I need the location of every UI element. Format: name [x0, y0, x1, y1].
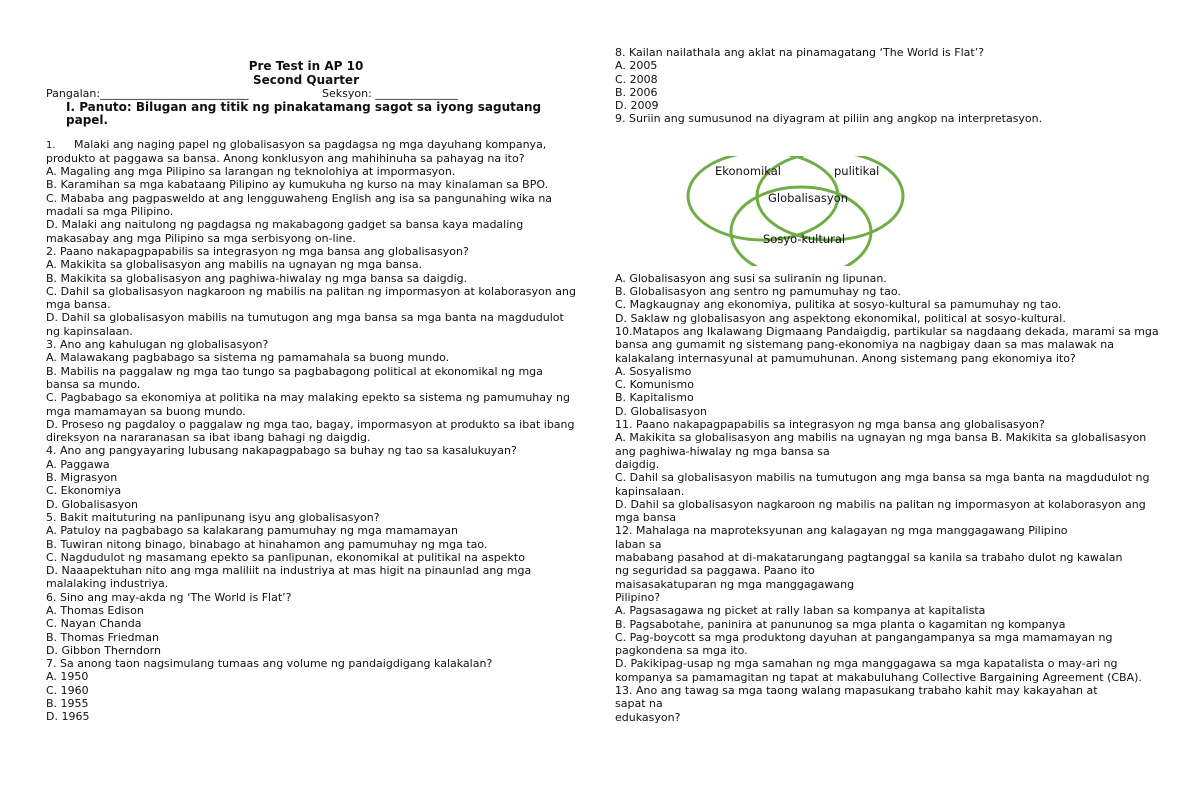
left-column	[46, 60, 578, 724]
option: C. Nayan Chanda	[46, 617, 142, 631]
question-13	[615, 684, 1160, 724]
option: D. Globalisasyon	[615, 404, 708, 418]
venn-circles	[615, 156, 1160, 266]
option: D. Saklaw ng globalisasyon ang aspektong ekonomikal, political at sosyo-kultural.	[615, 311, 1066, 325]
option: B. Karamihan sa mga kabataang Pilipino ay kumukuha ng kurso na may kinalaman sa BPO.	[46, 178, 549, 192]
question-stem-line: 13. Ano ang tawag sa mga taong walang mapasukang trabaho kahit may kakayahan at	[615, 683, 1098, 697]
question-stem-line: 12. Mahalaga na maproteksyunan ang kalagayan ng mga manggagawang Pilipino	[615, 524, 1068, 538]
option: C. Pagbabago sa ekonomiya at politika na may malaking epekto sa sistema ng pamumuhay ng mga mamamayan sa buong mundo.	[46, 391, 570, 418]
option: D. Naaapektuhan nito ang mga maliliit na industriya at mas higit na pinaunlad ang mga malalaking industriya.	[46, 564, 532, 591]
option: C. Nagdudulot ng masamang epekto sa panlipunan, ekonomikal at pulitikal na aspekto	[46, 550, 525, 564]
venn-label-globalisasyon: Globalisasyon	[768, 190, 849, 205]
question-stem-line: ng seguridad sa paggawa. Paano ito	[615, 564, 815, 578]
section-field-label: Seksyon: _______________	[322, 87, 458, 100]
option: C. 2008	[615, 72, 658, 86]
option: D. 1965	[46, 710, 90, 724]
question-stem-line: laban sa	[615, 537, 662, 551]
option: C. 1960	[46, 683, 89, 697]
option: A. Pagsasagawa ng picket at rally laban sa kompanya at kapitalista	[615, 604, 986, 618]
question-stem: Malaki ang naging papel ng globalisasyon sa pagdagsa ng mga dayuhang kompanya, produkto at paggawa sa bansa. Anong konklusyon ang mahihinuha sa pahayag na ito?	[46, 137, 547, 165]
option: C. Dahil sa globalisasyon mabilis na tumutugon ang mga bansa sa mga banta na magdudulot ng kapinsalaan.	[615, 471, 1150, 498]
question-stem: 2. Paano nakapagpapabilis sa integrasyon ng mga bansa ang globalisasyon?	[46, 244, 469, 258]
option: A. Thomas Edison	[46, 603, 144, 617]
option: C. Magkaugnay ang ekonomiya, pulitika at sosyo-kultural sa pamumuhay ng tao.	[615, 298, 1062, 312]
option: A. Paggawa	[46, 457, 110, 471]
option: A. Globalisasyon ang susi sa suliranin ng lipunan.	[615, 271, 887, 285]
option: B. Tuwiran nitong binago, binabago at hinahamon ang pamumuhay ng mga tao.	[46, 537, 488, 551]
option: D. Proseso ng pagdaloy o paggalaw ng mga tao, bagay, impormasyon at produkto sa ibat ibang direksyon na nararanasan sa ibat ibang bahagi ng daigdig.	[46, 417, 575, 445]
option: A. 1950	[46, 670, 89, 684]
option: B. Migrasyon	[46, 471, 118, 485]
option: A. Magaling ang mga Pilipino sa larangan ng teknolohiya at impormasyon.	[46, 165, 456, 179]
question-9	[615, 112, 1160, 324]
option: B. Thomas Friedman	[46, 630, 159, 644]
question-stem-line: Pilipino?	[615, 590, 661, 604]
option: B. 1955	[46, 697, 89, 711]
question-stem: 11. Paano nakapagpapabilis sa integrasyon ng mga bansa ang globalisasyon?	[615, 418, 1045, 432]
question-12	[615, 524, 1160, 684]
venn-diagram	[615, 156, 1160, 266]
question-stem-line: maisasakatuparan ng mga manggagawang	[615, 577, 855, 591]
test-title: Pre Test in AP 10	[248, 59, 364, 73]
right-column	[615, 46, 1160, 724]
instructions: I. Panuto: Bilugan ang titik ng pinakatamang sagot sa iyong sagutang papel.	[66, 100, 542, 128]
option: B. Globalisasyon ang sentro ng pamumuhay ng tao.	[615, 285, 901, 299]
option: B. Mabilis na paggalaw ng mga tao tungo sa pagbabagong political at ekonomikal ng mga bansa sa mundo.	[46, 364, 543, 391]
option: daigdig.	[615, 457, 660, 471]
test-quarter: Second Quarter	[252, 72, 359, 87]
question-7	[46, 657, 578, 723]
option: A. Sosyalismo	[615, 364, 692, 378]
option: A. Malawakang pagbabago sa sistema ng pamamahala sa buong mundo.	[46, 351, 450, 365]
question-1	[46, 138, 578, 245]
question-stem: 4. Ano ang pangyayaring lubusang nakapagpabago sa buhay ng tao sa kasalukuyan?	[46, 444, 517, 458]
venn-label-ekonomikal: Ekonomikal	[715, 163, 781, 178]
option: C. Mababa ang pagpasweldo at ang lengguwaheng English ang isa sa pangunahing wika na madali sa mga Pilipino.	[46, 191, 553, 219]
option: D. Dahil sa globalisasyon nagkaroon ng mabilis na palitan ng impormasyon at kolaborasyon ang mga bansa	[615, 497, 1146, 525]
question-stem-line: edukasyon?	[615, 710, 681, 724]
question-stem: 6. Sino ang may-akda ng ‘The World is Flat’?	[46, 590, 292, 604]
option: B. 2006	[615, 85, 658, 99]
option: C. Ekonomiya	[46, 484, 122, 498]
option: D. Dahil sa globalisasyon mabilis na tumutugon ang mga bansa sa mga banta na magdudulot ng kapinsalaan.	[46, 311, 564, 338]
option: A. 2005	[615, 59, 658, 73]
question-2	[46, 245, 578, 338]
option: C. Komunismo	[615, 378, 694, 392]
option: A. Patuloy na pagbabago sa kalakarang pamumuhay ng mga mamamayan	[46, 524, 458, 538]
question-5	[46, 511, 578, 591]
option: D. Gibbon Therndorn	[46, 643, 161, 657]
question-3	[46, 338, 578, 444]
option: C. Pag-boycott sa mga produktong dayuhan at pangangampanya sa mga mamamayan ng pagkondena sa mga ito.	[615, 630, 1113, 658]
option: A. Makikita sa globalisasyon ang mabilis na ugnayan ng mga bansa.	[46, 258, 423, 272]
name-field-label: Pangalan:___________________________	[46, 87, 249, 100]
venn-label-pulitikal: pulitikal	[834, 163, 880, 178]
question-stem: 5. Bakit maituturing na panlipunang isyu ang globalisasyon?	[46, 510, 380, 524]
question-stem-line: mababang pasahod at di-makatarungang pagtanggal sa kanila sa trabaho dulot ng kawalan	[615, 551, 1123, 565]
option: D. Globalisasyon	[46, 497, 139, 511]
question-stem: 8. Kailan nailathala ang aklat na pinamagatang ‘The World is Flat’?	[615, 46, 985, 59]
option: B. Makikita sa globalisasyon ang paghiwa-hiwalay ng mga bansa sa daigdig.	[46, 271, 468, 285]
question-10	[615, 325, 1160, 418]
question-number: 1.	[46, 139, 56, 151]
question-6	[46, 591, 578, 657]
option: C. Dahil sa globalisasyon nagkaroon ng mabilis na palitan ng impormasyon at kolaborasyon ang mga bansa.	[46, 284, 576, 312]
question-stem: 7. Sa anong taon nagsimulang tumaas ang volume ng pandaigdigang kalakalan?	[46, 657, 493, 671]
option: D. Malaki ang naitulong ng pagdagsa ng makabagong gadget sa bansa kaya madaling makasabay ang mga Pilipino sa mga serbisyong on-line.	[46, 218, 524, 245]
question-stem: 10.Matapos ang Ikalawang Digmaang Pandaigdig, partikular sa nagdaang dekada, marami sa mga bansa ang gumamit ng sistemang pang-ekonomiya na nagbigay daan sa mas malawak na kalakalang internasyunal at pamumuhunan. Anong sistemang pang ekonomiya ito?	[615, 324, 1159, 365]
option: B. Pagsabotahe, paninira at panununog sa mga planta o kagamitan ng kompanya	[615, 617, 1066, 631]
question-8	[615, 46, 1160, 112]
option: D. 2009	[615, 99, 659, 113]
question-4	[46, 444, 578, 510]
question-stem-line: sapat na	[615, 697, 663, 711]
option: B. Kapitalismo	[615, 391, 694, 405]
question-stem: 3. Ano ang kahulugan ng globalisasyon?	[46, 338, 269, 352]
option: D. Pakikipag-usap ng mga samahan ng mga manggagawa sa mga kapatalista o may-ari ng kompanya sa pamamagitan ng tapat at makabuluhang Collective Bargaining Agreement (CBA).	[615, 657, 1142, 684]
question-11	[615, 418, 1160, 524]
venn-label-sosyokultural: Sosyo-kultural	[763, 231, 846, 246]
question-stem: 9. Suriin ang sumusunod na diyagram at piliin ang angkop na interpretasyon.	[615, 112, 1043, 126]
option: A. Makikita sa globalisasyon ang mabilis na ugnayan ng mga bansa B. Makikita sa globalisasyon ang paghiwa-hiwalay ng mga bansa sa	[615, 431, 1147, 458]
student-info-line	[46, 87, 578, 101]
